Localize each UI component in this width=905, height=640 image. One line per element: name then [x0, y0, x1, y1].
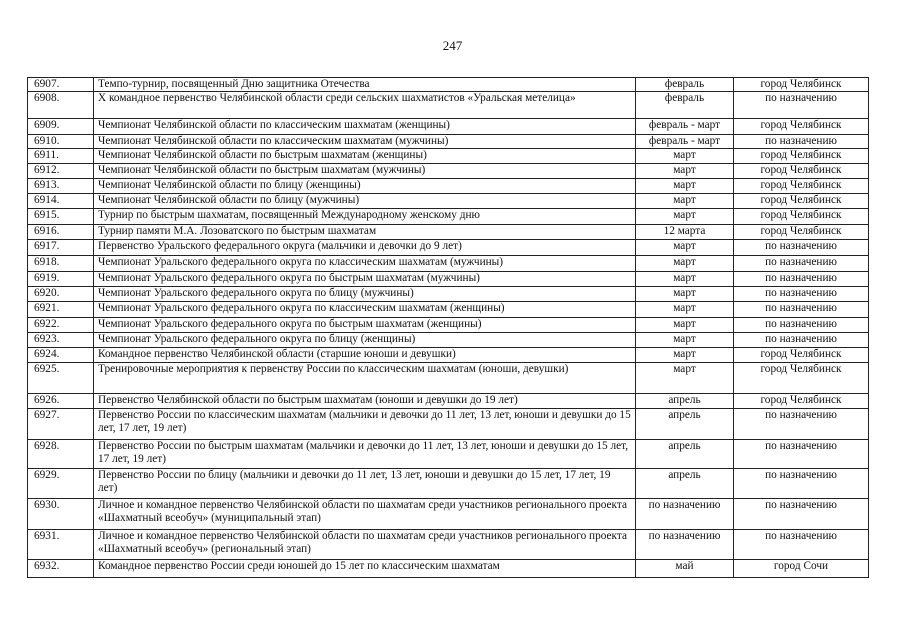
event-place-cell: по назначению [734, 499, 869, 530]
event-number-cell: 6932. [28, 560, 94, 578]
event-place-cell: по назначению [734, 318, 869, 333]
table-row [28, 272, 869, 287]
event-name-cell: Личное и командное первенство Челябинской области по шахматам среди участников регионального проекта «Шахматный всеобуч» (муниципальный этап) [94, 499, 636, 530]
page-number: 247 [442, 38, 463, 53]
event-place-cell: по назначению [734, 287, 869, 302]
event-name-cell: Чемпионат Уральского федерального округа по классическим шахматам (мужчины) [94, 256, 636, 272]
event-name-cell: Тренировочные мероприятия к первенству России по классическим шахматам (юноши, девушки) [94, 363, 636, 394]
event-number-cell: 6931. [28, 530, 94, 560]
event-number-cell: 6923. [28, 333, 94, 348]
event-place-cell: по назначению [734, 135, 869, 149]
table-row [28, 530, 869, 560]
event-name-cell: Личное и командное первенство Челябинской области по шахматам среди участников регионального проекта «Шахматный всеобуч» (региональный этап) [94, 530, 636, 560]
event-number-cell: 6909. [28, 119, 94, 135]
table-row [28, 318, 869, 333]
event-number-cell: 6928. [28, 440, 94, 469]
event-number-cell: 6913. [28, 179, 94, 194]
table-row [28, 394, 869, 409]
event-name-cell: Чемпионат Уральского федерального округа по классическим шахматам (женщины) [94, 302, 636, 318]
table-row [28, 409, 869, 440]
event-date-cell: март [636, 302, 734, 318]
event-date-cell: март [636, 333, 734, 348]
table-row [28, 363, 869, 394]
event-number-cell: 6908. [28, 92, 94, 119]
table-row [28, 287, 869, 302]
event-place-cell: город Челябинск [734, 179, 869, 194]
event-name-cell: Чемпионат Уральского федерального округа по блицу (женщины) [94, 333, 636, 348]
event-number-cell: 6911. [28, 149, 94, 164]
event-date-cell: апрель [636, 409, 734, 440]
event-name-cell: Чемпионат Челябинской области по блицу (женщины) [94, 179, 636, 194]
table-row [28, 560, 869, 578]
table-row [28, 209, 869, 225]
event-number-cell: 6917. [28, 240, 94, 256]
event-number-cell: 6927. [28, 409, 94, 440]
event-place-cell: город Челябинск [734, 149, 869, 164]
event-name-cell: Первенство России по быстрым шахматам (мальчики и девочки до 11 лет, 13 лет, юноши и девушки до 15 лет, 17 лет, 19 лет) [94, 440, 636, 469]
event-date-cell: март [636, 240, 734, 256]
event-number-cell: 6921. [28, 302, 94, 318]
event-date-cell: апрель [636, 394, 734, 409]
event-place-cell: по назначению [734, 272, 869, 287]
event-place-cell: по назначению [734, 409, 869, 440]
event-number-cell: 6929. [28, 469, 94, 499]
event-date-cell: март [636, 194, 734, 209]
event-place-cell: город Челябинск [734, 194, 869, 209]
event-place-cell: по назначению [734, 92, 869, 119]
event-name-cell: Темпо-турнир, посвященный Дню защитника Отечества [94, 78, 636, 92]
event-date-cell: март [636, 363, 734, 394]
table-row [28, 348, 869, 363]
event-date-cell: март [636, 256, 734, 272]
table-row [28, 469, 869, 499]
event-place-cell: город Челябинск [734, 225, 869, 240]
event-place-cell: по назначению [734, 530, 869, 560]
event-number-cell: 6925. [28, 363, 94, 394]
event-date-cell: 12 марта [636, 225, 734, 240]
event-date-cell: март [636, 164, 734, 179]
event-number-cell: 6912. [28, 164, 94, 179]
event-number-cell: 6915. [28, 209, 94, 225]
event-date-cell: март [636, 179, 734, 194]
event-place-cell: город Челябинск [734, 363, 869, 394]
event-number-cell: 6924. [28, 348, 94, 363]
event-number-cell: 6922. [28, 318, 94, 333]
event-date-cell: май [636, 560, 734, 578]
event-name-cell: Чемпионат Уральского федерального округа по быстрым шахматам (мужчины) [94, 272, 636, 287]
event-number-cell: 6916. [28, 225, 94, 240]
table-row [28, 78, 869, 92]
events-table-body [28, 78, 869, 578]
event-place-cell: по назначению [734, 302, 869, 318]
event-name-cell: Чемпионат Челябинской области по быстрым шахматам (женщины) [94, 149, 636, 164]
event-date-cell: апрель [636, 440, 734, 469]
table-row [28, 135, 869, 149]
event-name-cell: Первенство Челябинской области по быстрым шахматам (юноши и девушки до 19 лет) [94, 394, 636, 409]
event-number-cell: 6914. [28, 194, 94, 209]
table-row [28, 119, 869, 135]
table-row [28, 440, 869, 469]
event-name-cell: Первенство Уральского федерального округа (мальчики и девочки до 9 лет) [94, 240, 636, 256]
event-place-cell: по назначению [734, 469, 869, 499]
event-name-cell: Командное первенство Челябинской области (старшие юноши и девушки) [94, 348, 636, 363]
event-name-cell: Первенство России по классическим шахматам (мальчики и девочки до 11 лет, 13 лет, юноши и девушки до 15 лет, 17 лет, 19 лет) [94, 409, 636, 440]
table-row [28, 92, 869, 119]
event-number-cell: 6930. [28, 499, 94, 530]
event-date-cell: по назначению [636, 499, 734, 530]
event-place-cell: по назначению [734, 333, 869, 348]
event-number-cell: 6919. [28, 272, 94, 287]
event-date-cell: март [636, 348, 734, 363]
event-date-cell: февраль - март [636, 135, 734, 149]
event-name-cell: Командное первенство России среди юношей до 15 лет по классическим шахматам [94, 560, 636, 578]
table-row [28, 149, 869, 164]
event-place-cell: город Челябинск [734, 209, 869, 225]
event-date-cell: по назначению [636, 530, 734, 560]
event-name-cell: Чемпионат Челябинской области по классическим шахматам (мужчины) [94, 135, 636, 149]
event-date-cell: февраль [636, 92, 734, 119]
event-name-cell: Турнир по быстрым шахматам, посвященный Международному женскому дню [94, 209, 636, 225]
table-row [28, 164, 869, 179]
event-place-cell: по назначению [734, 256, 869, 272]
table-row [28, 302, 869, 318]
event-name-cell: Чемпионат Челябинской области по классическим шахматам (женщины) [94, 119, 636, 135]
event-date-cell: март [636, 287, 734, 302]
event-place-cell: город Челябинск [734, 164, 869, 179]
event-date-cell: февраль [636, 78, 734, 92]
event-date-cell: март [636, 318, 734, 333]
event-name-cell: Чемпионат Челябинской области по блицу (мужчины) [94, 194, 636, 209]
event-date-cell: март [636, 209, 734, 225]
event-place-cell: город Челябинск [734, 394, 869, 409]
event-place-cell: по назначению [734, 240, 869, 256]
event-name-cell: Чемпионат Челябинской области по быстрым шахматам (мужчины) [94, 164, 636, 179]
event-place-cell: город Челябинск [734, 119, 869, 135]
table-row [28, 256, 869, 272]
events-table [27, 77, 869, 578]
event-number-cell: 6918. [28, 256, 94, 272]
table-row [28, 240, 869, 256]
event-number-cell: 6920. [28, 287, 94, 302]
event-date-cell: март [636, 272, 734, 287]
table-row [28, 499, 869, 530]
event-name-cell: X командное первенство Челябинской области среди сельских шахматистов «Уральская метелица» [94, 92, 636, 119]
event-number-cell: 6907. [28, 78, 94, 92]
event-date-cell: апрель [636, 469, 734, 499]
table-row [28, 333, 869, 348]
event-place-cell: по назначению [734, 440, 869, 469]
event-name-cell: Первенство России по блицу (мальчики и девочки до 11 лет, 13 лет, юноши и девушки до 15 лет, 17 лет, 19 лет) [94, 469, 636, 499]
event-name-cell: Чемпионат Уральского федерального округа по блицу (мужчины) [94, 287, 636, 302]
event-name-cell: Чемпионат Уральского федерального округа по быстрым шахматам (женщины) [94, 318, 636, 333]
table-row [28, 194, 869, 209]
table-row [28, 179, 869, 194]
table-row [28, 225, 869, 240]
event-place-cell: город Челябинск [734, 78, 869, 92]
event-number-cell: 6926. [28, 394, 94, 409]
event-date-cell: март [636, 149, 734, 164]
event-place-cell: город Челябинск [734, 348, 869, 363]
event-number-cell: 6910. [28, 135, 94, 149]
event-place-cell: город Сочи [734, 560, 869, 578]
event-date-cell: февраль - март [636, 119, 734, 135]
event-name-cell: Турнир памяти М.А. Лозоватского по быстрым шахматам [94, 225, 636, 240]
